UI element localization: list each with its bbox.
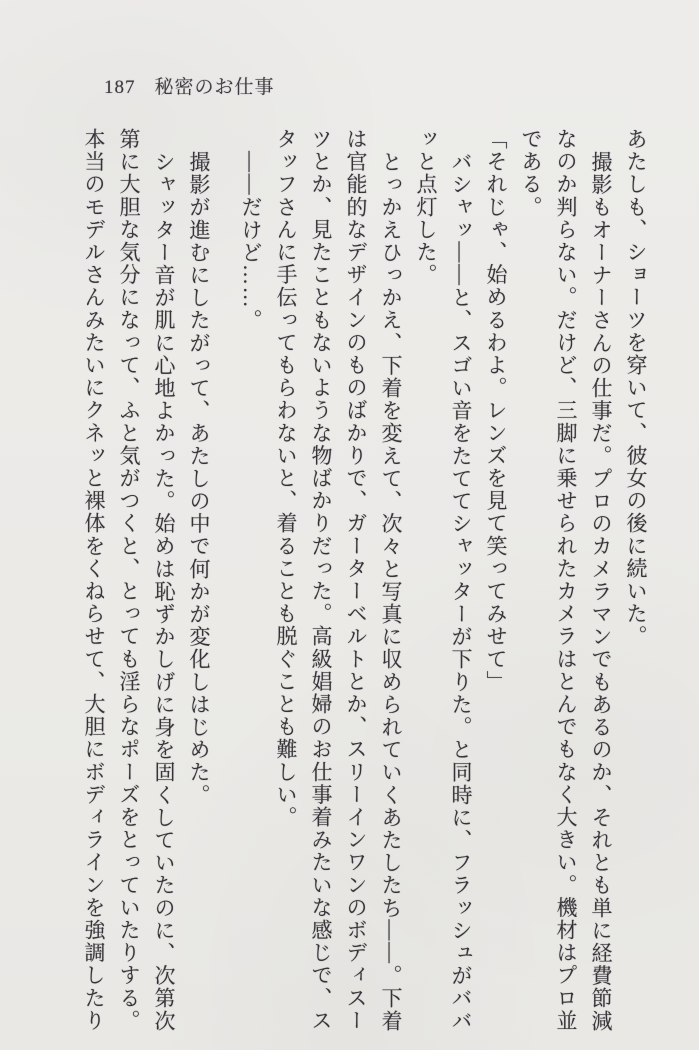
paragraph-line: とっかえひっかえ、下着を変えて、次々と写真に収められていくあたしたち――。下着は官能的なデザインのものばかりで、ガーターベルトとか、スリーインワンのボディスーツとか、見たこともないような物ばかりだった。高級娼婦のお仕事着みたいな感じで、スタッフさんに手伝ってもらわないと、着ることも脱ぐことも難しい。	[274, 128, 403, 1033]
page-number: 187	[104, 77, 136, 98]
paragraph-line: シャッター音が肌に心地よかった。始めは恥ずかしげに身を固くしていたのに、次第次第に大胆な気分になって、ふと気がつくと、とっても淫らなポーズをとっていたりする。本当のモデルさんみたいにクネッと裸体をくねらせて、大胆にボディラインを強調したり	[82, 128, 176, 1033]
body-text-vertical	[76, 128, 653, 1036]
page-header	[104, 72, 275, 99]
paragraph-line: ――だけど……。	[239, 151, 263, 332]
paragraph-line: あたしも、ショーツを穿いて、彼女の後に続いた。	[624, 128, 648, 648]
paragraph-line: 撮影が進むにしたがって、あたしの中で何かが変化しはじめた。	[187, 151, 211, 807]
paragraph-line: 「それじゃ、始めるわよ。レンズを見て笑ってみせて」	[484, 128, 508, 693]
paragraph-line: バシャッ――と、スゴい音をたててシャッターが下りた。と同時に、フラッシュがババッと点灯した。	[414, 128, 473, 1033]
paragraph-line: 撮影もオーナーさんの仕事だ。プロのカメラマンでもあるのか、それとも単に経費節減なのか判らない。だけど、三脚に乗せられたカメラはとんでもなく大きい。機材はプロ並である。	[519, 128, 613, 1033]
chapter-title: 秘密のお仕事	[154, 77, 275, 98]
section-break	[216, 128, 233, 1036]
